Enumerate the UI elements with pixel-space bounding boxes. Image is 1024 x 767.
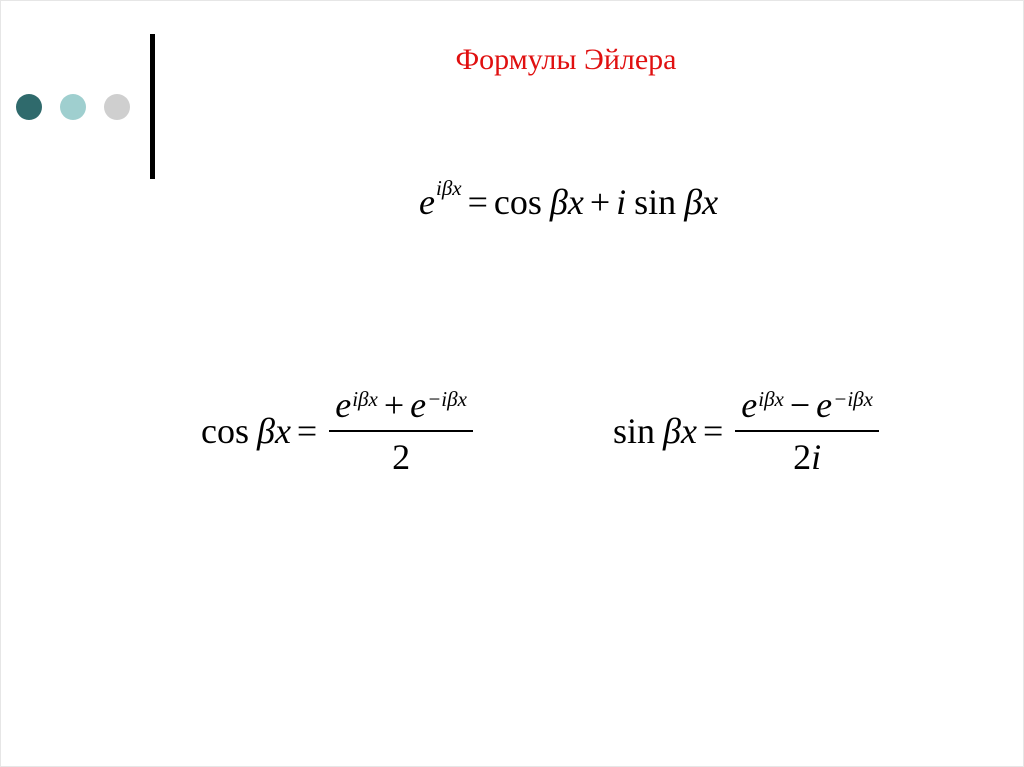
decor-dot-gray (104, 94, 130, 120)
cos-num-e2: e (410, 385, 427, 425)
sin-den-i: i (811, 437, 822, 477)
euler-beta-2: β (684, 182, 703, 222)
euler-formula (419, 175, 719, 223)
sin-fraction (735, 384, 879, 478)
cos-num-exp2: −iβx (427, 387, 467, 411)
sin-num-e1: e (741, 385, 758, 425)
decor-dot-dark (16, 94, 42, 120)
euler-x-2: x (702, 182, 719, 222)
cos-equals: = (296, 411, 318, 451)
sin-lhs-fn: sin (613, 411, 656, 451)
cosine-formula (201, 384, 473, 478)
cos-denominator: 2 (392, 437, 411, 477)
cos-lhs-fn: cos (201, 411, 249, 451)
cos-num-e1: e (335, 385, 352, 425)
sin-num-e2: e (816, 385, 833, 425)
euler-sin: sin (634, 182, 677, 222)
euler-exponent: iβx (435, 175, 462, 200)
sine-formula (613, 384, 879, 478)
sin-equals: = (702, 411, 724, 451)
euler-beta-1: β (549, 182, 568, 222)
sin-numerator (735, 384, 879, 430)
cos-fraction (329, 384, 473, 478)
sin-lhs-x: x (680, 411, 697, 451)
cos-num-plus: + (383, 385, 405, 425)
euler-e: e (419, 182, 435, 222)
euler-i: i (616, 182, 627, 222)
euler-cos: cos (493, 182, 542, 222)
decor-dot-teal (60, 94, 86, 120)
sin-denominator (793, 432, 821, 478)
sin-num-exp2: −iβx (833, 387, 873, 411)
sin-num-exp1: iβx (758, 387, 784, 411)
sin-num-minus: − (789, 385, 811, 425)
cos-num-exp1: iβx (352, 387, 378, 411)
cos-lhs-beta: β (257, 411, 275, 451)
slide-title: Формулы Эйлера (455, 43, 677, 76)
euler-plus: + (589, 182, 611, 222)
cos-lhs-x: x (274, 411, 291, 451)
euler-equals: = (467, 182, 488, 222)
euler-x-1: x (567, 182, 584, 222)
cos-numerator (329, 384, 473, 430)
sin-lhs-beta: β (663, 411, 681, 451)
sin-den-2: 2 (793, 437, 812, 477)
